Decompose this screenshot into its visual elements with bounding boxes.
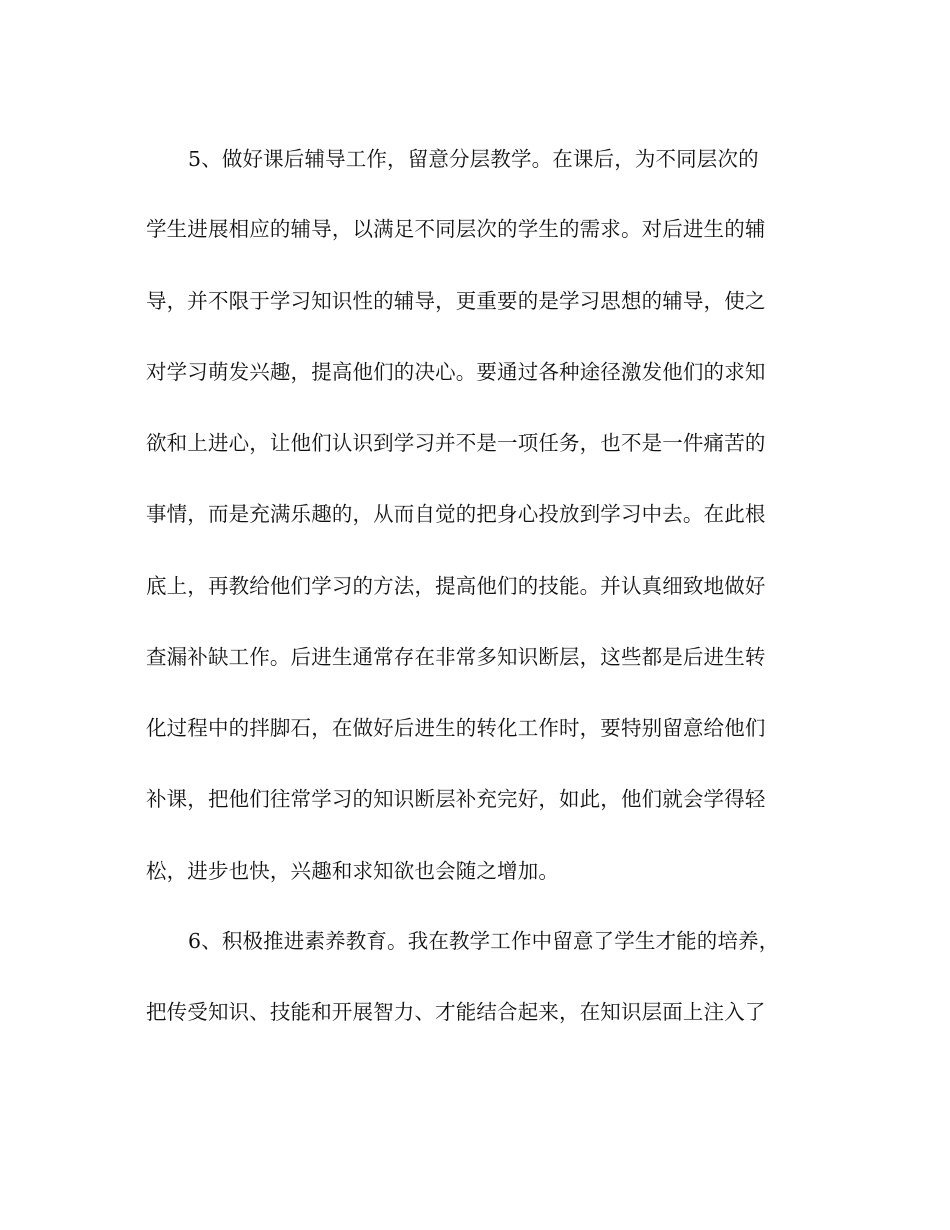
paragraph-5-line-1: 5、做好课后辅导工作，留意分层教学。在课后，为不同层次的 <box>188 147 759 171</box>
paragraph-5-line-7: 底上，再教给他们学习的方法，提高他们的技能。并认真细致地做好 <box>146 574 766 598</box>
paragraph-5-line-5: 欲和上进心，让他们认识到学习并不是一项任务，也不是一件痛苦的 <box>146 431 766 455</box>
paragraph-5-line-2: 学生进展相应的辅导，以满足不同层次的学生的需求。对后进生的辅 <box>146 217 766 241</box>
paragraph-6-line-1: 6、积极推进素养教育。我在教学工作中留意了学生才能的培养， <box>188 929 780 953</box>
paragraph-5-line-4: 对学习萌发兴趣，提高他们的决心。要通过各种途径激发他们的求知 <box>146 360 766 384</box>
paragraph-6-line-2: 把传受知识、技能和开展智力、才能结合起来，在知识层面上注入了 <box>146 1000 766 1024</box>
paragraph-5-line-6: 事情，而是充满乐趣的，从而自觉的把身心投放到学习中去。在此根 <box>146 502 766 526</box>
paragraph-5-line-3: 导，并不限于学习知识性的辅导，更重要的是学习思想的辅导，使之 <box>146 289 766 313</box>
paragraph-5-line-8: 查漏补缺工作。后进生通常存在非常多知识断层，这些都是后进生转 <box>146 645 766 669</box>
paragraph-5-line-9: 化过程中的拌脚石，在做好后进生的转化工作时，要特别留意给他们 <box>146 716 766 740</box>
paragraph-5-line-11: 松，进步也快，兴趣和求知欲也会随之增加。 <box>146 859 559 883</box>
paragraph-5-line-10: 补课，把他们往常学习的知识断层补充完好，如此，他们就会学得轻 <box>146 787 766 811</box>
